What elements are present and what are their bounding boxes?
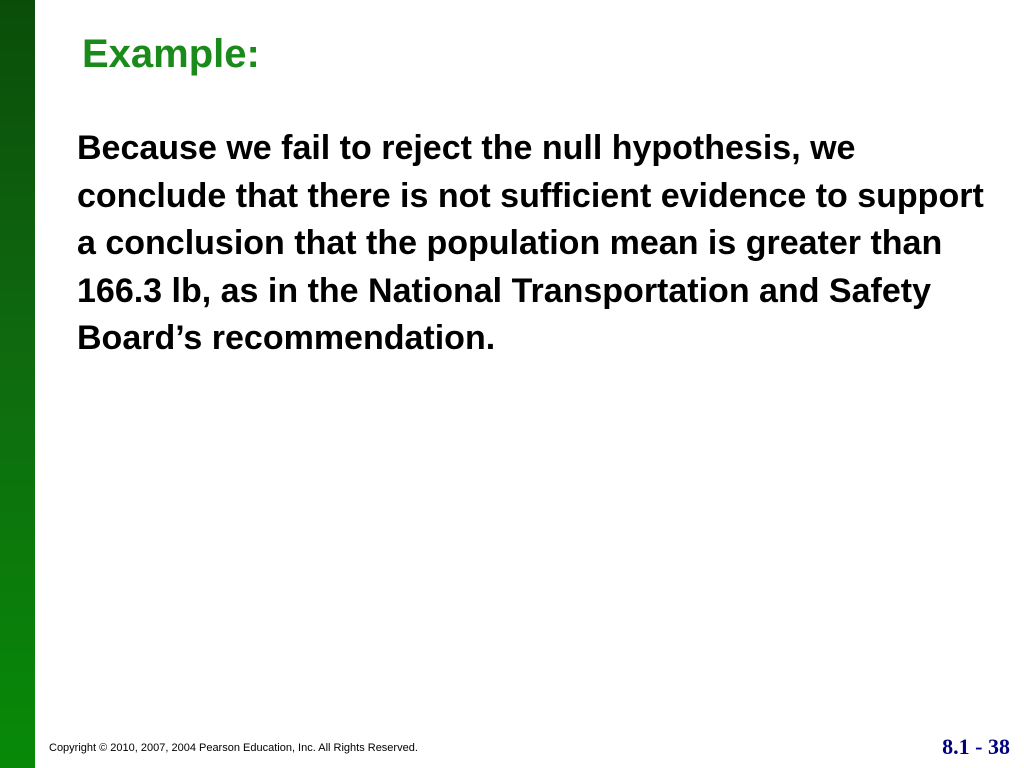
slide-number: 8.1 - 38	[942, 734, 1010, 759]
copyright-notice: Copyright © 2010, 2007, 2004 Pearson Education, Inc. All Rights Reserved.	[49, 742, 418, 754]
sidebar-decoration	[0, 0, 35, 768]
slide-body-text: Because we fail to reject the null hypothesis, we conclude that there is not sufficient evidence to support a conclusion that the population mean is greater than 166.3 lb, as in the National Transportation and Safety Board’s recommendation.	[77, 129, 984, 357]
slide-title: Example:	[82, 32, 260, 76]
